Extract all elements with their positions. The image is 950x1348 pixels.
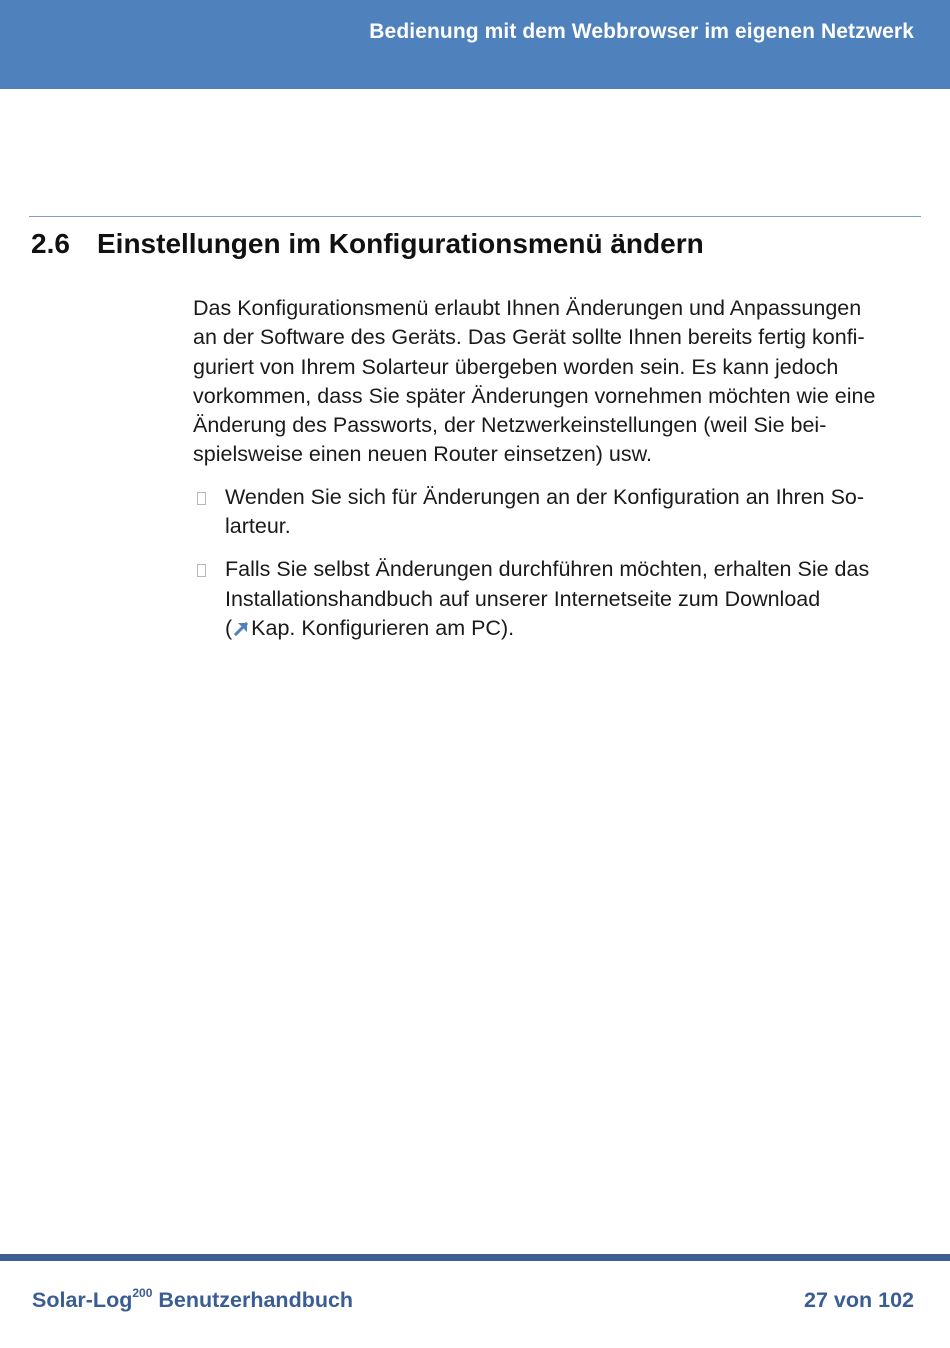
text-line: spielsweise einen neuen Router einsetzen) usw. bbox=[193, 442, 652, 467]
bullet-item bbox=[193, 483, 918, 542]
arrow-up-right-icon bbox=[232, 619, 250, 637]
section-heading bbox=[31, 228, 704, 260]
text-line: vorkommen, dass Sie später Änderungen vornehmen möchten wie eine bbox=[193, 383, 876, 408]
text-line: Das Konfigurationsmenü erlaubt Ihnen Änderungen und Anpassungen bbox=[193, 296, 862, 320]
text-line: larteur. bbox=[225, 514, 291, 539]
bullet-marker-icon bbox=[197, 492, 206, 505]
xref-text: Kap. Konfigurieren am PC). bbox=[251, 615, 515, 640]
footer-document-title bbox=[32, 1288, 353, 1313]
doc-title: Benutzerhandbuch bbox=[158, 1288, 354, 1312]
bullet-item bbox=[193, 555, 918, 643]
intro-paragraph bbox=[193, 294, 918, 470]
bullet-marker-icon bbox=[197, 564, 206, 577]
section-body bbox=[193, 294, 918, 657]
text-line: an der Software des Geräts. Das Gerät sollte Ihnen bereits fertig konfi- bbox=[193, 325, 865, 350]
text-line: Wenden Sie sich für Änderungen an der Konfiguration an Ihren So- bbox=[225, 484, 865, 509]
xref-open-paren: ( bbox=[225, 615, 233, 640]
product-superscript: 200 bbox=[132, 1286, 153, 1300]
section-number: 2.6 bbox=[31, 228, 70, 259]
text-line: guriert von Ihrem Solarteur übergeben worden sein. Es kann jedoch bbox=[193, 354, 839, 379]
page-number: 27 von 102 bbox=[804, 1288, 914, 1312]
text-line: Änderung des Passworts, der Netzwerkeinstellungen (weil Sie bei- bbox=[193, 413, 827, 438]
section-divider bbox=[29, 216, 921, 217]
page-header bbox=[0, 0, 950, 89]
text-line: Falls Sie selbst Änderungen durchführen möchten, erhalten Sie das bbox=[225, 557, 870, 582]
header-title: Bedienung mit dem Webbrowser im eigenen Netzwerk bbox=[369, 20, 914, 43]
footer-rule bbox=[0, 1254, 950, 1261]
product-name: Solar-Log bbox=[32, 1288, 133, 1312]
text-line: Installationshandbuch auf unserer Internetseite zum Download bbox=[225, 586, 821, 611]
section-title: Einstellungen im Konfigurationsmenü ändern bbox=[97, 228, 704, 259]
cross-reference[interactable] bbox=[225, 614, 918, 643]
